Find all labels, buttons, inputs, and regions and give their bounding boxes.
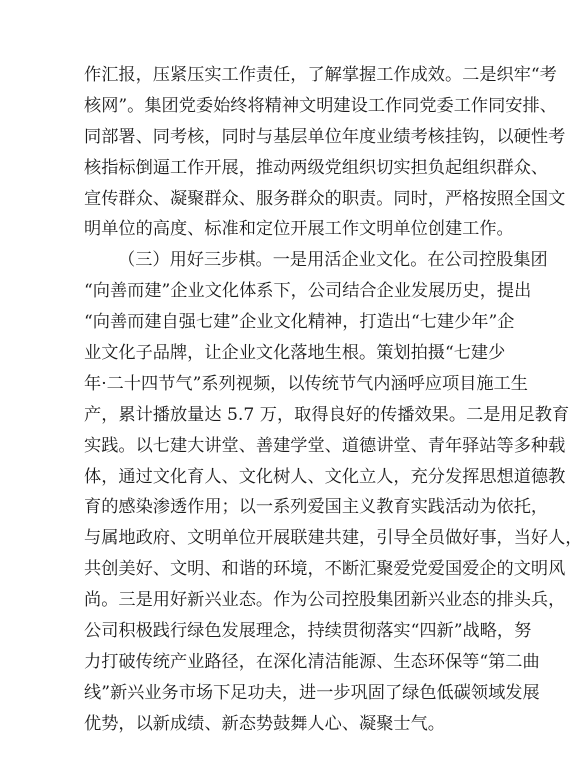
text-line: 明单位的高度、标准和定位开展工作文明单位创建工作。 — [84, 219, 514, 240]
text-line: 业文化子品牌，让企业文化落地生根。策划拍摄“七建少 — [84, 343, 506, 364]
text-line: 力打破传统产业路径，在深化清洁能源、生态环保等“第二曲 — [84, 651, 540, 672]
text-line: 核网”。集团党委始终将精神文明建设工作同党委工作同安排、 — [84, 95, 557, 116]
text-line: 优势，以新成绩、新态势鼓舞人心、凝聚士气。 — [84, 713, 445, 734]
text-line: 与属地政府、文明单位开展联建共建，引导全员做好事，当好人， — [84, 528, 583, 549]
body-text — [84, 60, 583, 740]
text-line: 核指标倒逼工作开展，推动两级党组织切实担负起组织群众、 — [84, 157, 549, 178]
text-line: 同部署、同考核，同时与基层单位年度业绩考核挂钩，以硬性考 — [84, 126, 566, 147]
text-line: 育的感染渗透作用；以一系列爱国主义教育实践活动为依托， — [84, 497, 549, 518]
text-line: 线”新兴业务市场下足功夫，进一步巩固了绿色低碳领域发展 — [84, 682, 540, 703]
text-line: 体，通过文化育人、文化树人、文化立人，充分发挥思想道德教 — [84, 466, 566, 487]
text-line: 作汇报，压紧压实工作责任，了解掌握工作成效。二是织牢“考 — [84, 65, 557, 85]
text-line: 共创美好、文明、和谐的环境，不断汇聚爱党爱国爱企的文明风 — [84, 559, 566, 580]
section-heading-line: （三）用好三步棋。一是用活企业文化。在公司控股集团 — [118, 250, 548, 271]
text-line: 实践。以七建大讲堂、善建学堂、道德讲堂、青年驿站等多种载 — [84, 435, 566, 456]
text-line: 年·二十四节气”系列视频，以传统节气内涵呼应项目施工生 — [84, 373, 528, 394]
text-line: “向善而建自强七建”企业文化精神，打造出“七建少年”企 — [84, 312, 515, 333]
text-line: “向善而建”企业文化体系下，公司结合企业发展历史，提出 — [84, 281, 532, 302]
text-line: 产，累计播放量达 5.7 万，取得良好的传播效果。二是用足教育 — [84, 404, 570, 425]
text-line: 公司积极践行绿色发展理念，持续贯彻落实“四新”战略，努 — [84, 621, 532, 642]
text-line: 宣传群众、凝聚群众、服务群众的职责。同时，严格按照全国文 — [84, 188, 566, 209]
text-line: 尚。三是用好新兴业态。作为公司控股集团新兴业态的排头兵， — [84, 590, 566, 611]
